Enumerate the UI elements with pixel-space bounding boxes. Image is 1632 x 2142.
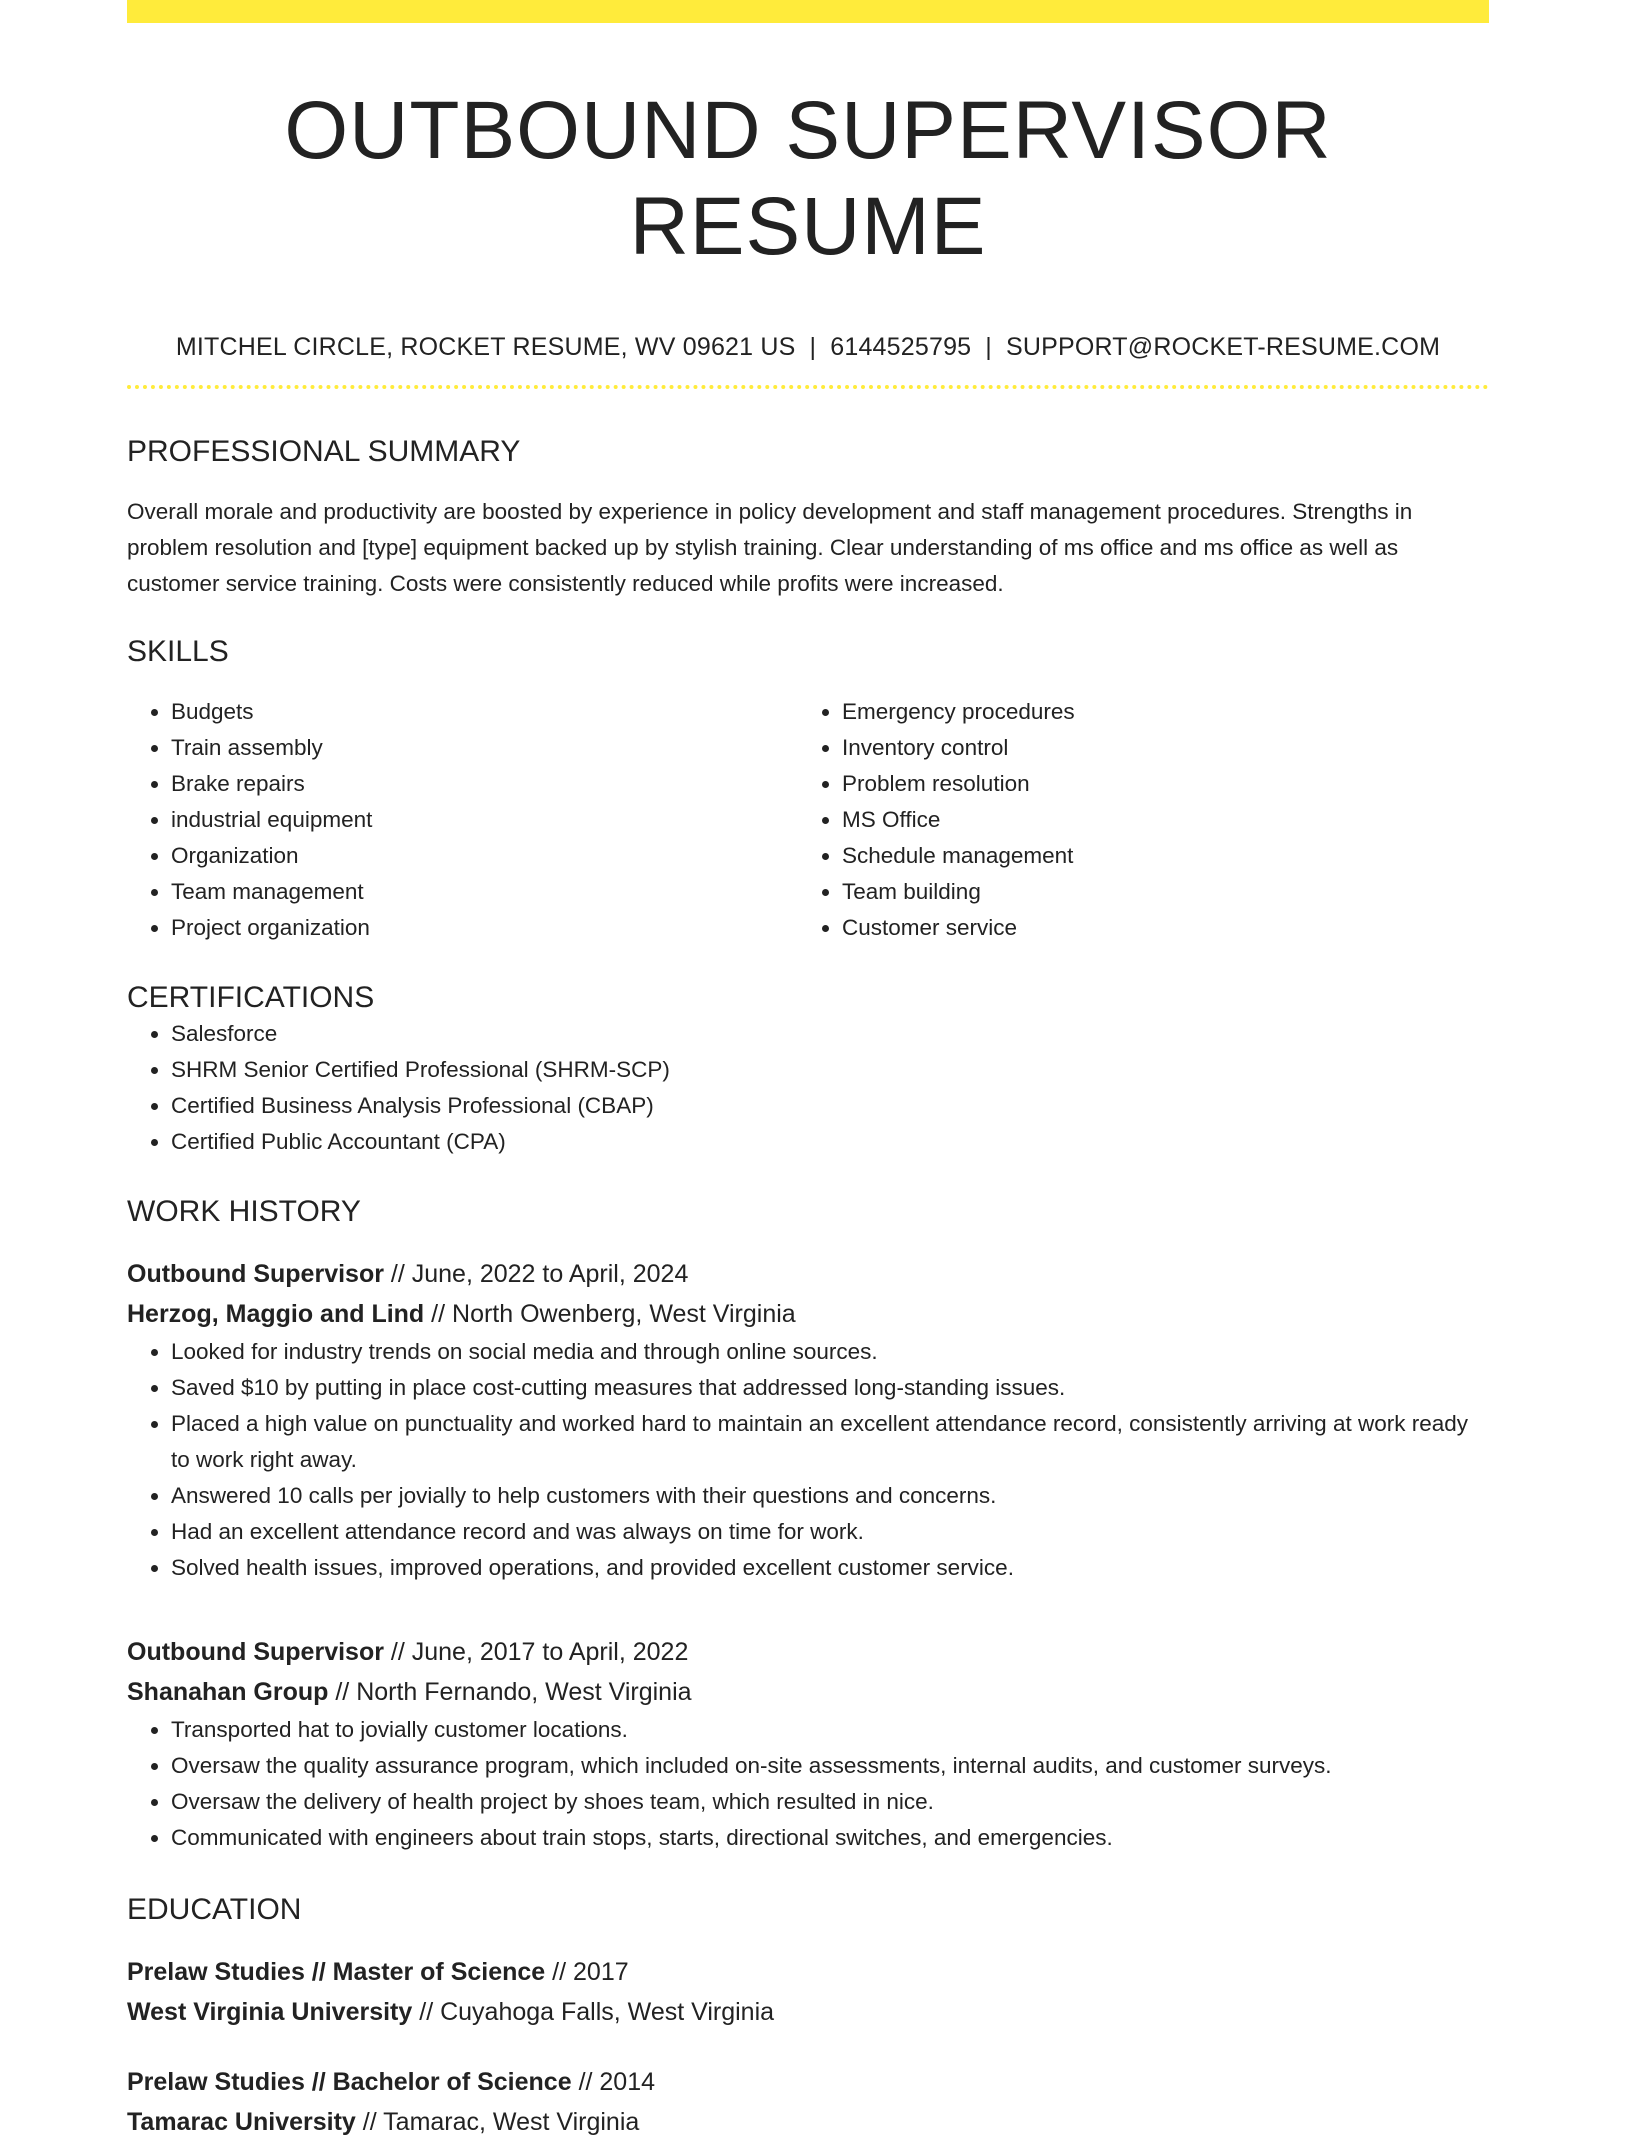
contact-separator: | [809,333,817,361]
skill-item: • Schedule management [842,838,1469,874]
contact-address: MITCHEL CIRCLE, ROCKET RESUME, WV 09621 US [175,333,796,361]
job-role-line [127,1632,1489,1672]
education-degree: Prelaw Studies // Bachelor of Science [127,2068,572,2096]
job-bullet: • Oversaw the delivery of health project by shoes team, which resulted in nice. [171,1784,1489,1820]
job-bullets [127,1712,1489,1856]
skill-item: • Team building [842,874,1469,910]
job-bullet: • Saved $10 by putting in place cost-cutting measures that addressed long-standing issues. [171,1370,1489,1406]
education-school: Tamarac University [127,2108,356,2136]
education-year: // 2014 [578,2068,656,2096]
certifications-list [127,1016,1489,1160]
dotted-divider [127,385,1489,389]
job-company-line [127,1672,1489,1712]
certification-item: • Certified Public Accountant (CPA) [171,1124,1489,1160]
skills-list [127,694,1489,946]
certification-item: • Certified Business Analysis Professional (CBAP) [171,1088,1489,1124]
job-bullet: • Communicated with engineers about train stops, starts, directional switches, and emergencies. [171,1820,1489,1856]
summary-text: Overall morale and productivity are boosted by experience in policy development and staff management procedures. Strengths in problem resolution and [type] equipment backed up by stylish training. Clear understanding of ms office and ms office as well as customer service training. Costs were consistently reduced while profits were increased. [127,499,1413,596]
education-location: // Cuyahoga Falls, West Virginia [419,1998,775,2026]
skill-item: • Brake repairs [171,766,798,802]
job-location: // North Fernando, West Virginia [335,1678,692,1706]
education-year: // 2017 [552,1958,629,1986]
resume-content [127,23,1489,2142]
education-school: West Virginia University [127,1998,413,2026]
section-title-summary: PROFESSIONAL SUMMARY [127,435,521,468]
job-bullet: • Looked for industry trends on social media and through online sources. [171,1334,1489,1370]
contact-phone[interactable]: 6144525795 [830,333,972,361]
education-location: // Tamarac, West Virginia [362,2108,640,2136]
job-dates: // June, 2022 to April, 2024 [390,1260,689,1288]
section-title-certifications: CERTIFICATIONS [127,981,375,1014]
job-company-line [127,1294,1489,1334]
skill-item: • Project organization [171,910,798,946]
job-dates: // June, 2017 to April, 2022 [390,1638,689,1666]
skill-item: • Inventory control [842,730,1469,766]
contact-separator: | [985,333,992,361]
education-degree: Prelaw Studies // Master of Science [127,1958,546,1986]
job-role: Outbound Supervisor [127,1638,384,1666]
job-bullet: • Had an excellent attendance record and was always on time for work. [171,1514,1489,1550]
resume-title: OUTBOUND SUPERVISOR RESUME [284,85,1332,272]
certification-item: • SHRM Senior Certified Professional (SHRM-SCP) [171,1052,1489,1088]
contact-line [127,331,1489,363]
job-bullet: • Transported hat to jovially customer locations. [171,1712,1489,1748]
skill-item: • Budgets [171,694,798,730]
certification-item: • Salesforce [171,1016,1489,1052]
skill-item: • MS Office [842,802,1469,838]
skills-column-left [127,694,798,946]
job-entry [127,1632,1489,1856]
skill-item: • Customer service [842,910,1469,946]
skill-item: • industrial equipment [171,802,798,838]
skill-item: • Problem resolution [842,766,1469,802]
job-bullet: • Answered 10 calls per jovially to help customers with their questions and concerns. [171,1478,1489,1514]
education-school-line [127,1992,1489,2032]
job-role: Outbound Supervisor [127,1260,384,1288]
top-accent-bar [127,0,1489,23]
contact-email[interactable]: SUPPORT@ROCKET-RESUME.COM [1005,333,1441,361]
skills-column-right [798,694,1469,946]
job-bullet: • Oversaw the quality assurance program, which included on-site assessments, internal audits, and customer surveys. [171,1748,1489,1784]
skill-item: • Team management [171,874,798,910]
job-bullet: • Solved health issues, improved operations, and provided excellent customer service. [171,1550,1489,1586]
section-title-work-history: WORK HISTORY [127,1195,361,1228]
job-location: // North Owenberg, West Virginia [431,1300,796,1328]
job-company: Herzog, Maggio and Lind [127,1300,425,1328]
education-entry [127,1952,1489,2032]
job-entry [127,1254,1489,1586]
job-company: Shanahan Group [127,1678,329,1706]
job-bullets [127,1334,1489,1586]
skill-item: • Organization [171,838,798,874]
education-degree-line [127,2062,1489,2102]
education-entry [127,2062,1489,2142]
skill-item: • Train assembly [171,730,798,766]
education-degree-line [127,1952,1489,1992]
job-role-line [127,1254,1489,1294]
education-school-line [127,2102,1489,2142]
skill-item: • Emergency procedures [842,694,1469,730]
job-bullet: • Placed a high value on punctuality and worked hard to maintain an excellent attendance record, consistently arriving at work ready to work right away. [171,1406,1489,1478]
section-title-education: EDUCATION [127,1893,302,1926]
section-title-skills: SKILLS [127,635,229,668]
